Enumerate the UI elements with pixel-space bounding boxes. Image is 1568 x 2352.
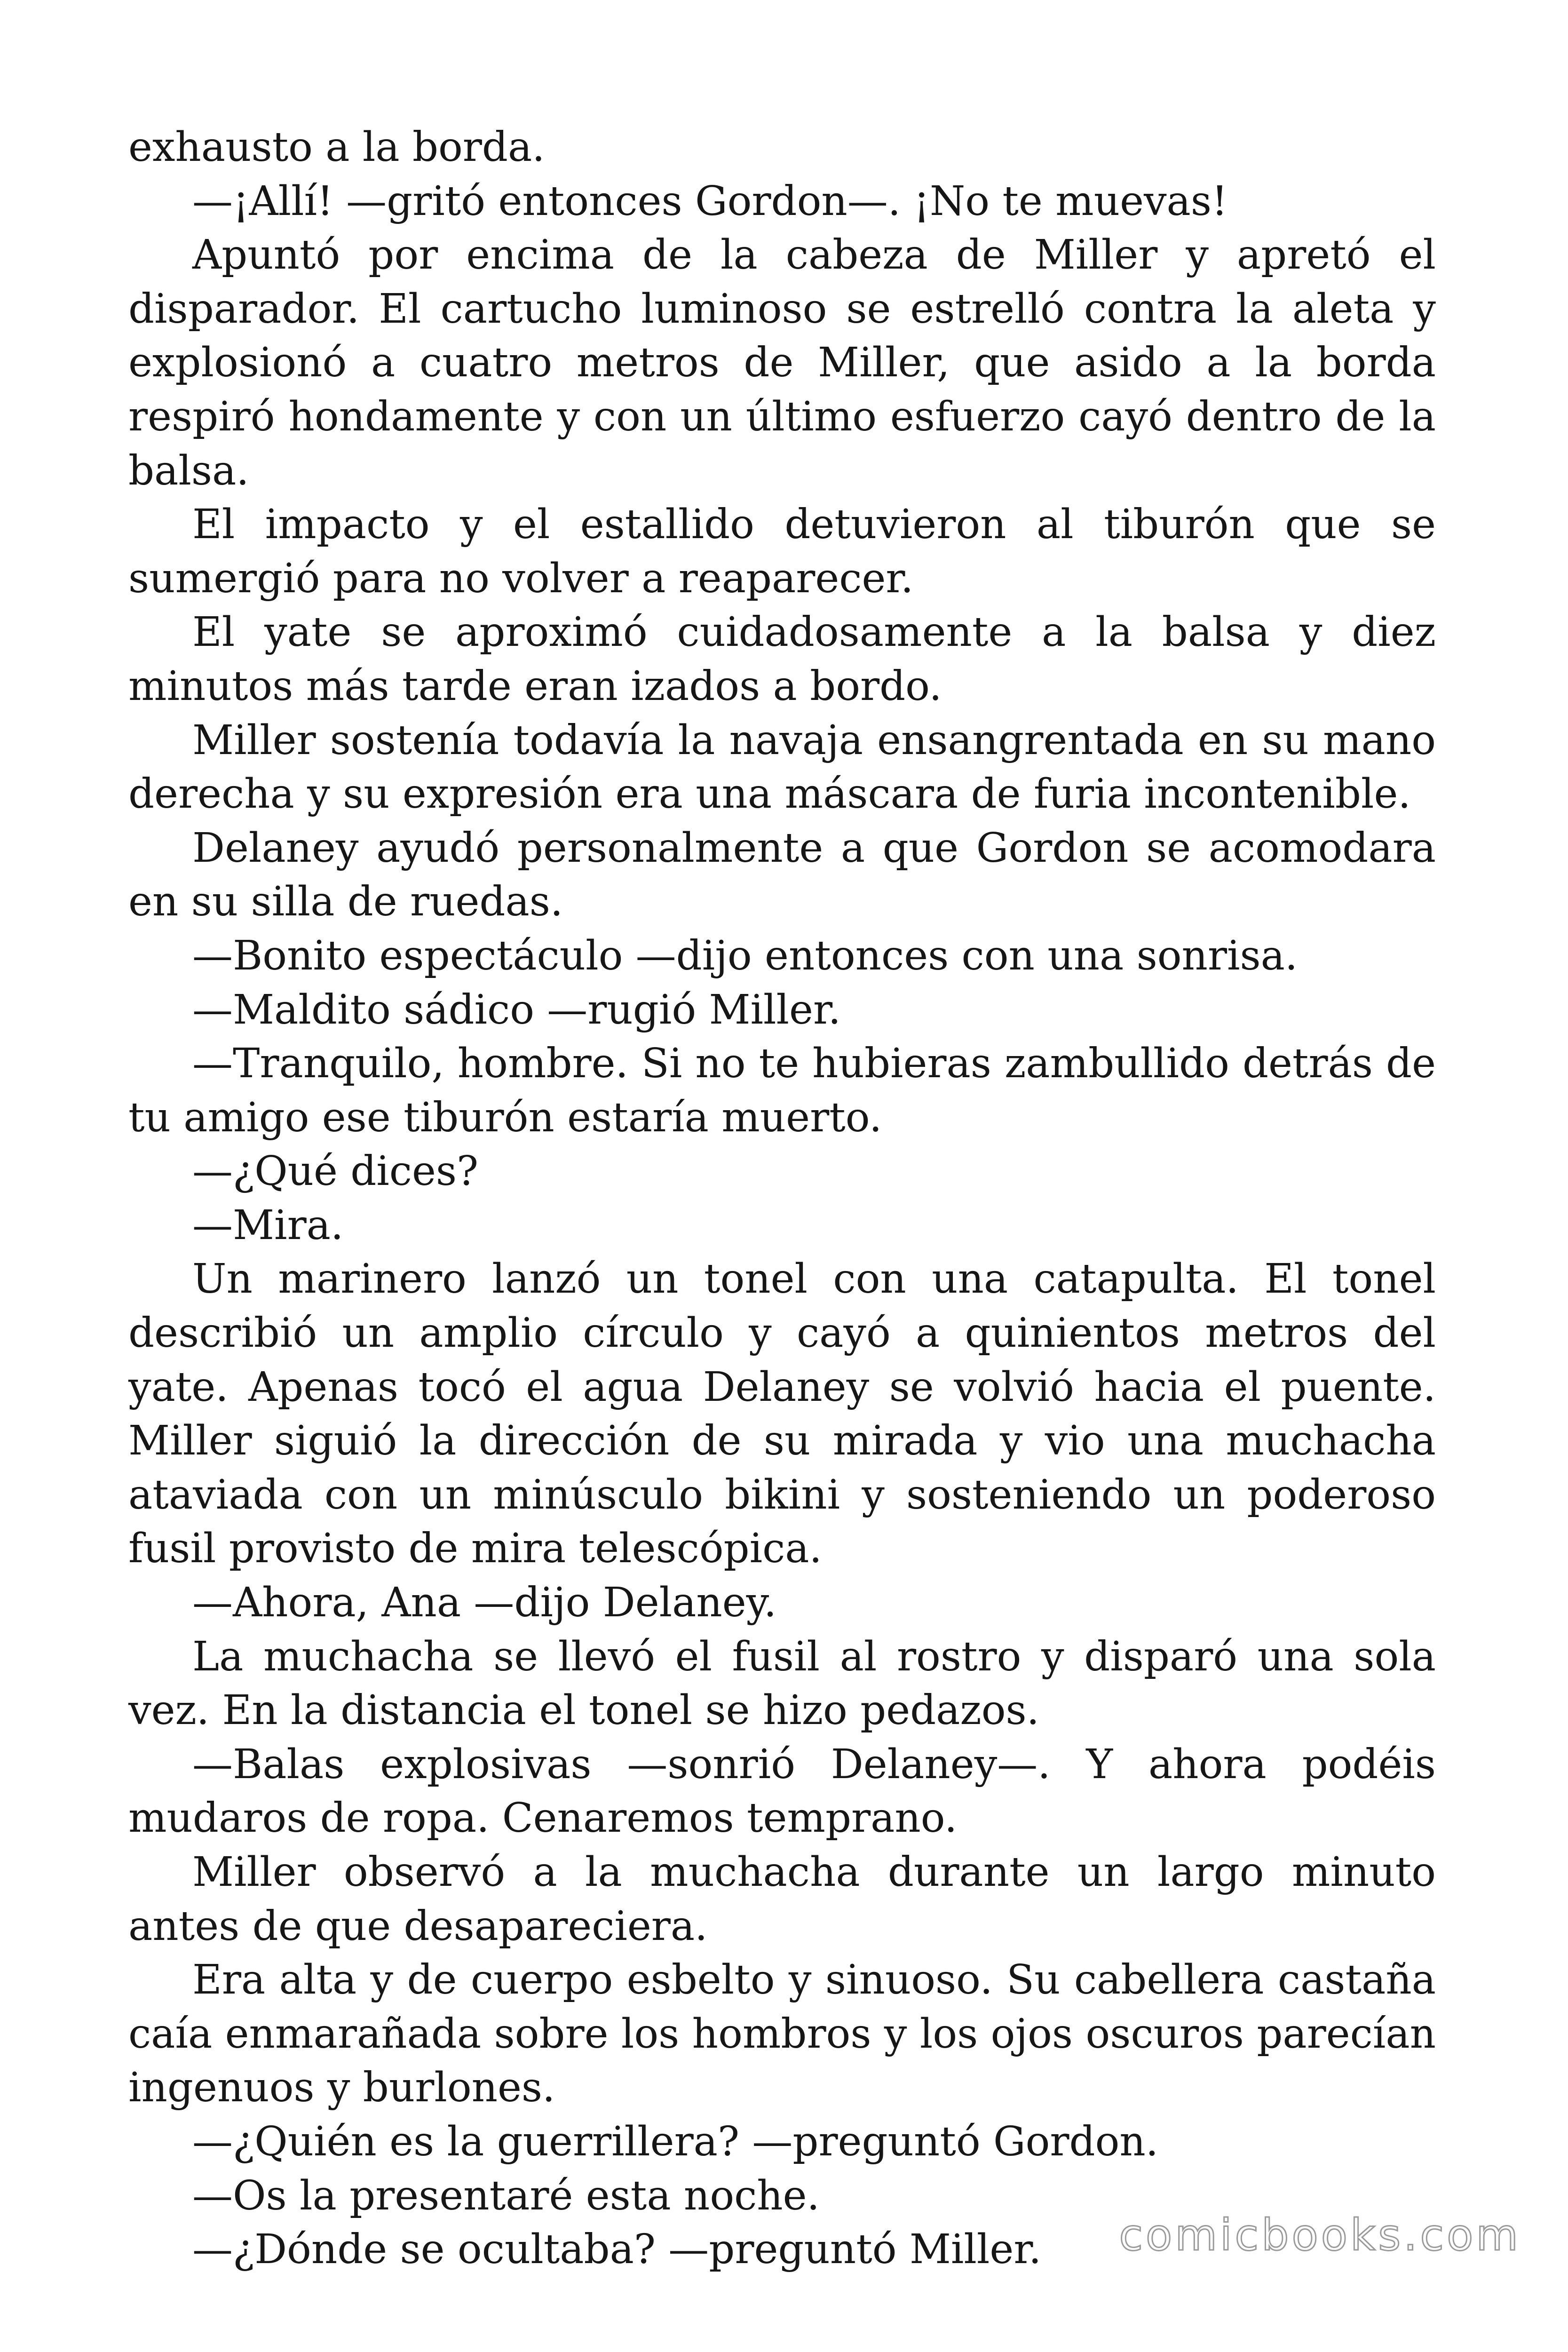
paragraph: Apuntó por encima de la cabeza de Miller y apretó el disparador. El cartucho luminoso se estrelló contra la aleta y explosionó a cuatro metros de Miller, que asido a la borda respiró hondamente y con un último esfuerzo cayó dentro de la balsa. xyxy=(128,231,1436,494)
paragraph: Era alta y de cuerpo esbelto y sinuoso. Su cabellera castaña caía enmarañada sobre los hombros y los ojos oscuros parecían ingenuos y burlones. xyxy=(128,1956,1436,2112)
watermark: comicbooks.com xyxy=(1119,2210,1521,2260)
paragraph: —Tranquilo, hombre. Si no te hubieras zambullido detrás de tu amigo ese tiburón estaría muerto. xyxy=(128,1040,1436,1141)
paragraph: La muchacha se llevó el fusil al rostro y disparó una sola vez. En la distancia el tonel se hizo pedazos. xyxy=(128,1633,1436,1734)
paragraph: —Maldito sádico —rugió Miller. xyxy=(192,986,841,1033)
paragraph: exhausto a la borda. xyxy=(128,124,545,171)
paragraph: —Os la presentaré esta noche. xyxy=(192,2172,820,2219)
paragraph: —¿Qué dices? xyxy=(192,1148,479,1195)
paragraph: El impacto y el estallido detuvieron al tiburón que se sumergió para no volver a reaparecer. xyxy=(128,501,1436,602)
paragraph: —Mira. xyxy=(192,1201,344,1249)
paragraph: —¡Allí! —gritó entonces Gordon—. ¡No te muevas! xyxy=(192,177,1228,225)
paragraph: —¿Dónde se ocultaba? —preguntó Miller. xyxy=(192,2226,1042,2273)
paragraph: Miller observó a la muchacha durante un largo minuto antes de que desapareciera. xyxy=(128,1849,1436,1950)
paragraph: —Ahora, Ana —dijo Delaney. xyxy=(192,1579,777,1627)
paragraph: Delaney ayudó personalmente a que Gordon se acomodara en su silla de ruedas. xyxy=(128,824,1436,926)
paragraph: Miller sostenía todavía la navaja ensangrentada en su mano derecha y su expresión era una máscara de furia incontenible. xyxy=(128,716,1436,818)
paragraph: Un marinero lanzó un tonel con una catapulta. El tonel describió un amplio círculo y cayó a quinientos metros del yate. Apenas tocó el agua Delaney se volvió hacia el puente. Miller siguió la dirección de su mirada y vio una muchacha ataviada con un minúsculo bikini y sosteniendo un poderoso fusil provisto de mira telescópica. xyxy=(128,1255,1436,1573)
paragraph: —Balas explosivas —sonrió Delaney—. Y ahora podéis mudaros de ropa. Cenaremos temprano. xyxy=(128,1740,1436,1842)
book-page-text xyxy=(128,120,1436,2277)
paragraph: El yate se aproximó cuidadosamente a la balsa y diez minutos más tarde eran izados a bordo. xyxy=(128,609,1436,710)
paragraph: —¿Quién es la guerrillera? —preguntó Gordon. xyxy=(192,2118,1159,2165)
paragraph: —Bonito espectáculo —dijo entonces con una sonrisa. xyxy=(192,932,1298,979)
